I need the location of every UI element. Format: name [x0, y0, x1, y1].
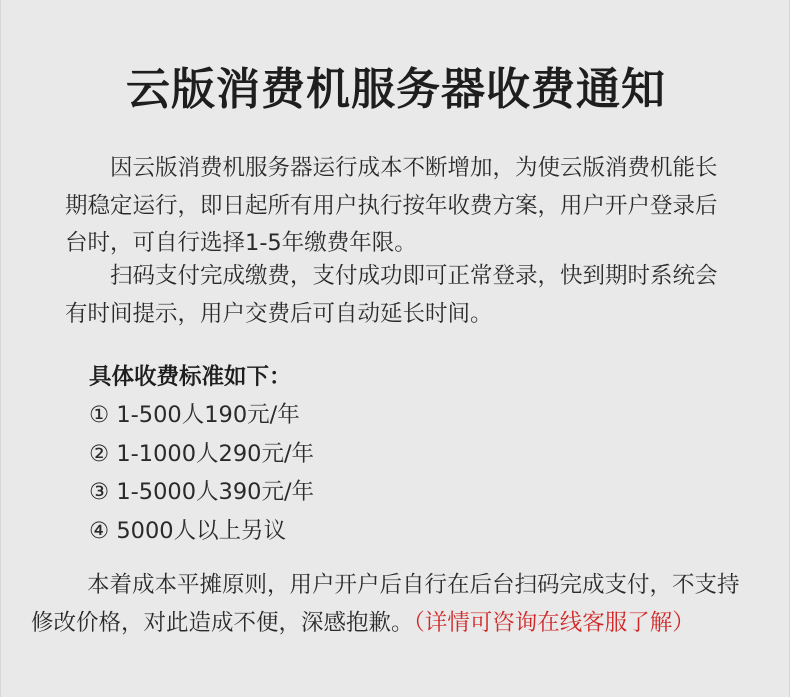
standard-item-2: ② 1-1000人290元/年 [89, 440, 315, 467]
standard-item-3: ③ 1-5000人390元/年 [89, 479, 315, 505]
payment-paragraph: 扫码支付完成缴费，支付成功即可正常登录，快到期时系统会有时间提示，用户交费后可自动延长时间。 [65, 263, 718, 327]
standards-heading: 具体收费标准如下： [89, 364, 292, 390]
closing-paragraph: 本着成本平摊原则，用户开户后自行在后台扫码完成支付，不支持修改价格，对此造成不便，深感抱歉。 [31, 572, 740, 636]
standards-list [89, 396, 314, 550]
closing-block [31, 567, 753, 642]
notice-title: 云版消费机服务器收费通知 [126, 64, 666, 115]
intro-paragraph: 因云版消费机服务器运行成本不断增加，为使云版消费机能长期稳定运行，即日起所有用户执行按年收费方案，用户开户登录后台时，可自行选择1-5年缴费年限。 [65, 155, 718, 256]
contact-note: （详情可咨询在线客服了解） [413, 609, 695, 636]
standard-item-4: ④ 5000人以上另议 [89, 517, 287, 544]
standard-item-1: ① 1-500人190元/年 [89, 402, 300, 428]
